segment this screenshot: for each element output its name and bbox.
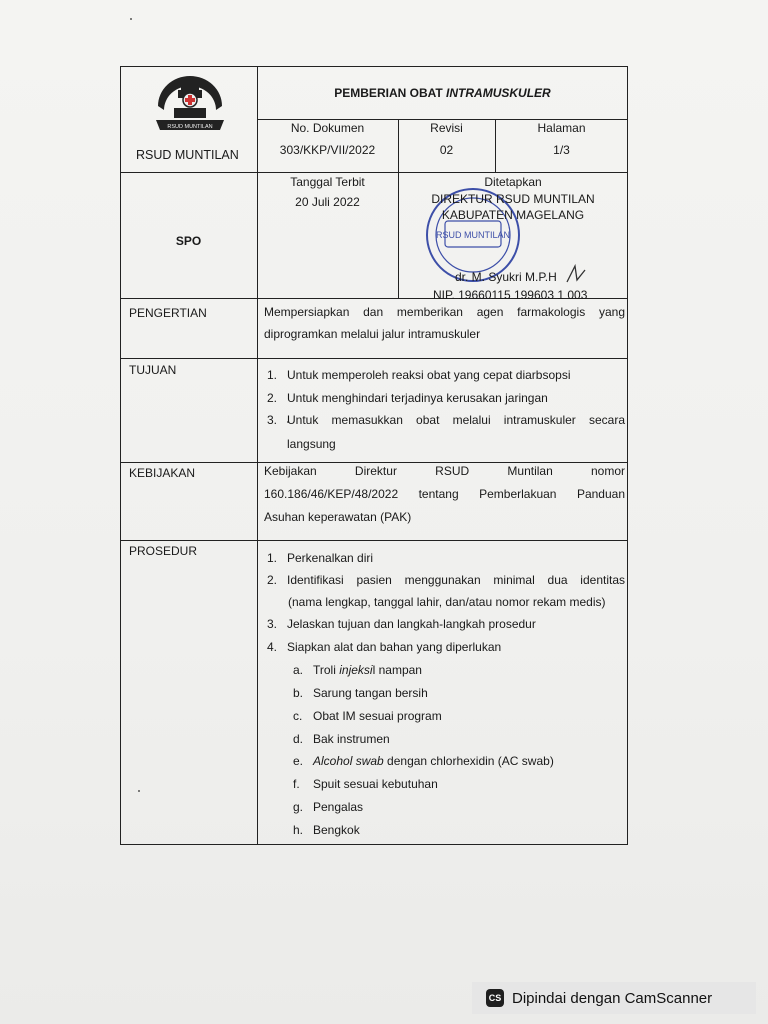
- list-item: 2. Untuk menghindari terjadinya kerusakan jaringan: [267, 391, 548, 405]
- revision-value: 02: [439, 143, 454, 157]
- list-item-continuation: (nama lengkap, tanggal lahir, dan/atau nomor rekam medis): [288, 595, 606, 609]
- list-item: 4. Siapkan alat dan bahan yang diperlukan: [267, 640, 502, 654]
- section-label-prosedur: PROSEDUR: [129, 544, 198, 558]
- hospital-name: RSUD MUNTILAN: [136, 148, 239, 162]
- logo-text: RSUD MUNTILAN: [167, 124, 213, 130]
- pengertian-line-2: diprogramkan melalui jalur intramuskuler: [264, 327, 481, 341]
- scan-speck: [130, 18, 132, 20]
- page-value: 1/3: [553, 143, 570, 157]
- camscanner-logo-icon: CS: [486, 989, 504, 1007]
- sub-list-item: e. Alcohol swab dengan chlorhexidin (AC swab): [293, 754, 554, 768]
- section-label-kebijakan: KEBIJAKAN: [129, 466, 196, 480]
- pengertian-line-1: Mempersiapkan dan memberikan agen farmakologis yang: [264, 305, 625, 319]
- kebijakan-line-2: 160.186/46/KEP/48/2022 tentang Pemberlakuan Panduan: [264, 487, 625, 501]
- signatory-nip: NIP. 19660115 199603 1 003: [433, 288, 588, 302]
- approved-label: Ditetapkan: [484, 175, 542, 189]
- section-label-tujuan: TUJUAN: [129, 363, 177, 377]
- sub-list-item: c. Obat IM sesuai program: [293, 709, 442, 723]
- sub-list-item: f. Spuit sesuai kebutuhan: [293, 777, 438, 791]
- revision-label: Revisi: [430, 121, 463, 135]
- sub-list-item: b. Sarung tangan bersih: [293, 686, 428, 700]
- title-divider: [257, 119, 628, 120]
- camscanner-watermark: [472, 982, 756, 1014]
- doc-number-label: No. Dokumen: [290, 121, 365, 135]
- approver-region: KABUPATEN MAGELANG: [441, 208, 585, 222]
- sub-list-item: g. Pengalas: [293, 800, 364, 814]
- row-divider: [120, 358, 628, 359]
- kebijakan-line-3: Asuhan keperawatan (PAK): [264, 510, 412, 524]
- row-divider: [120, 540, 628, 541]
- signature-mark: [563, 262, 589, 288]
- list-item: 3. Untuk memasukkan obat melalui intramuskuler secara: [267, 413, 625, 427]
- title-emphasis: INTRAMUSKULER: [446, 86, 551, 100]
- sub-list-item: a. Troli injeksil nampan: [293, 663, 422, 677]
- list-item: 3. Jelaskan tujuan dan langkah-langkah prosedur: [267, 617, 536, 631]
- doc-number-value: 303/KKP/VII/2022: [279, 143, 376, 157]
- list-item: 1. Untuk memperoleh reaksi obat yang cepat diarbsopsi: [267, 368, 571, 382]
- list-item-continuation: langsung: [287, 437, 336, 451]
- spo-label: SPO: [175, 234, 202, 248]
- document-title: PEMBERIAN OBAT INTRAMUSKULER: [334, 86, 551, 100]
- sub-list-item: h. Bengkok: [293, 823, 360, 837]
- list-item: 1. Perkenalkan diri: [267, 551, 374, 565]
- page-label: Halaman: [537, 121, 586, 135]
- kebijakan-line-1: Kebijakan Direktur RSUD Muntilan nomor: [264, 464, 625, 478]
- stamp-text: RSUD MUNTILAN: [435, 230, 511, 240]
- sub-list-item: d. Bak instrumen: [293, 732, 390, 746]
- hospital-logo: [150, 72, 230, 138]
- camscanner-text: Dipindai dengan CamScanner: [512, 989, 713, 1007]
- signatory-name: dr. M. Syukri M.P.H: [455, 270, 557, 284]
- list-item: 2. Identifikasi pasien menggunakan minimal dua identitas: [267, 573, 625, 587]
- approver-title: DIREKTUR RSUD MUNTILAN: [431, 192, 595, 206]
- issue-date-value: 20 Juli 2022: [295, 195, 360, 209]
- row-divider: [120, 172, 628, 173]
- issue-date-label: Tanggal Terbit: [290, 175, 365, 189]
- section-label-pengertian: PENGERTIAN: [129, 306, 207, 320]
